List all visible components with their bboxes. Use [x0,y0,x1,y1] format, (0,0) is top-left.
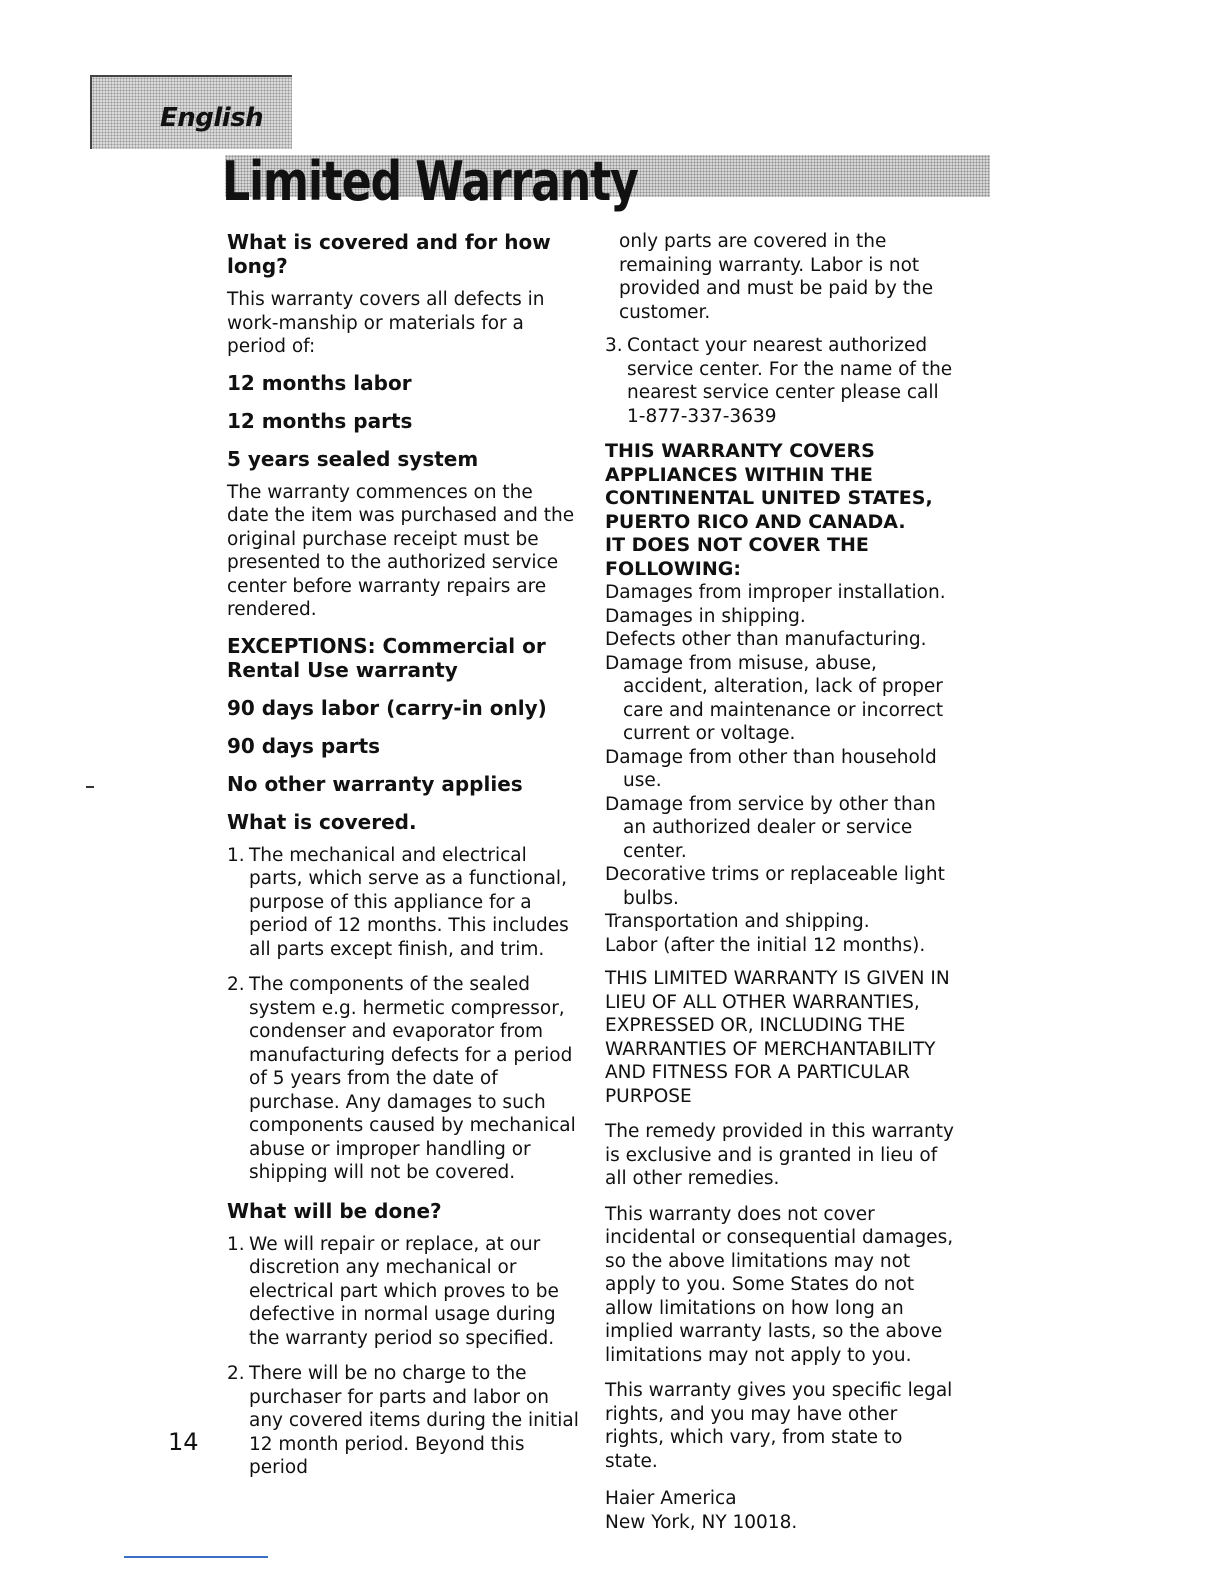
legal-rights-text: This warranty gives you specific legal rights, and you may have other rights, which vary, from state to state. [605,1380,953,1472]
list-item: Damage from service by other than an authorized dealer or service center. [605,793,936,862]
term-sealed-system: 5 years sealed system [227,446,479,471]
exceptions-heading: EXCEPTIONS: Commercial or Rental Use warranty [227,633,546,682]
list-item: Defects other than manufacturing. [605,629,927,650]
exception-labor: 90 days labor (carry-in only) [227,695,547,720]
list-item [227,1362,579,1480]
term-labor: 12 months labor [227,370,412,395]
list-item-text: We will repair or replace, at our discretion any mechanical or electrical part which proves to be defective in normal usage during the warranty period so specified. [249,1233,559,1349]
list-item [227,1233,579,1351]
list-item-text: The components of the sealed system e.g. hermetic compressor, condenser and evaporator from manufacturing defects for a period of 5 years from the date of purchase. Any damages to such components caused by mechanical abuse or improper handling or shipping will not be covered. [249,974,576,1183]
list-item [227,844,579,962]
list-item [605,334,961,428]
list-item: Decorative trims or replaceable light bulbs. [605,864,945,909]
exception-parts: 90 days parts [227,733,381,758]
exclusions-list [605,581,961,957]
list-item: Damage from other than household use. [605,746,937,791]
list-item-text: The mechanical and electrical parts, which serve as a functional, purpose of this appliance for a period of 12 months. This includes all parts except finish, and trim. [249,844,569,960]
page-number: 14 [168,1428,199,1456]
list-item: Transportation and shipping. [605,911,870,932]
what-will-be-done-heading: What will be done? [227,1198,442,1223]
commencement-text: The warranty commences on the date the item was purchased and the original purchase receipt must be presented to the authorized service center before warranty repairs are rendered. [227,481,575,620]
list-item-number: 2. [227,1363,245,1384]
continued-text: only parts are covered in the remaining warranty. Labor is not provided and must be paid by the customer. [619,231,934,323]
in-lieu-statement: THIS LIMITED WARRANTY IS GIVEN IN LIEU OF ALL OTHER WARRANTIES, EXPRESSED OR, INCLUDING THE WARRANTIES OF MERCHANTABILITY AND FITNESS FOR A PARTICULAR PURPOSE [605,968,950,1107]
not-covered-heading: IT DOES NOT COVER THE FOLLOWING: [605,534,869,580]
coverage-intro: This warranty covers all defects in work-manship or materials for a period of: [227,289,545,357]
company-address: New York, NY 10018. [605,1511,798,1533]
what-is-covered-heading: What is covered. [227,809,417,834]
list-item-number: 3. [605,335,623,356]
list-item: Labor (after the initial 12 months). [605,934,926,956]
list-item: Damages from improper installation. [605,582,946,603]
list-item-text: Contact your nearest authorized service center. For the name of the nearest service center please call 1-877-337-3639 [627,335,953,427]
term-parts: 12 months parts [227,408,413,433]
list-item: Damage from misuse, abuse, accident, alteration, lack of proper care and maintenance or incorrect current or voltage. [605,652,944,744]
list-item-number: 1. [227,1233,245,1255]
right-column [605,230,961,1534]
margin-mark [86,786,94,788]
incidental-damages-text: This warranty does not cover incidental or consequential damages, so the above limitations may not apply to you. Some States do not allow limitations on how long an implied warranty lasts, so the above limitations may not apply to you. [605,1203,954,1366]
territory-heading: THIS WARRANTY COVERS APPLIANCES WITHIN THE CONTINENTAL UNITED STATES, PUERTO RICO AND CANADA. [605,440,933,533]
list-item-text: There will be no charge to the purchaser for parts and labor on any covered items during the initial 12 month period. Beyond this period [249,1363,579,1478]
page-title: Limited Warranty [222,150,638,213]
bottom-rule [124,1556,268,1558]
covered-question-heading: What is covered and for how long? [227,230,551,278]
language-label: English [160,103,264,133]
list-item-number: 2. [227,974,245,995]
list-item [227,973,579,1185]
left-column [227,230,579,1480]
no-other-warranty: No other warranty applies [227,771,523,796]
list-item: Damages in shipping. [605,605,806,627]
remedy-text: The remedy provided in this warranty is exclusive and is granted in lieu of all other remedies. [605,1121,954,1189]
list-item-number: 1. [227,844,245,866]
company-name: Haier America [605,1488,737,1509]
